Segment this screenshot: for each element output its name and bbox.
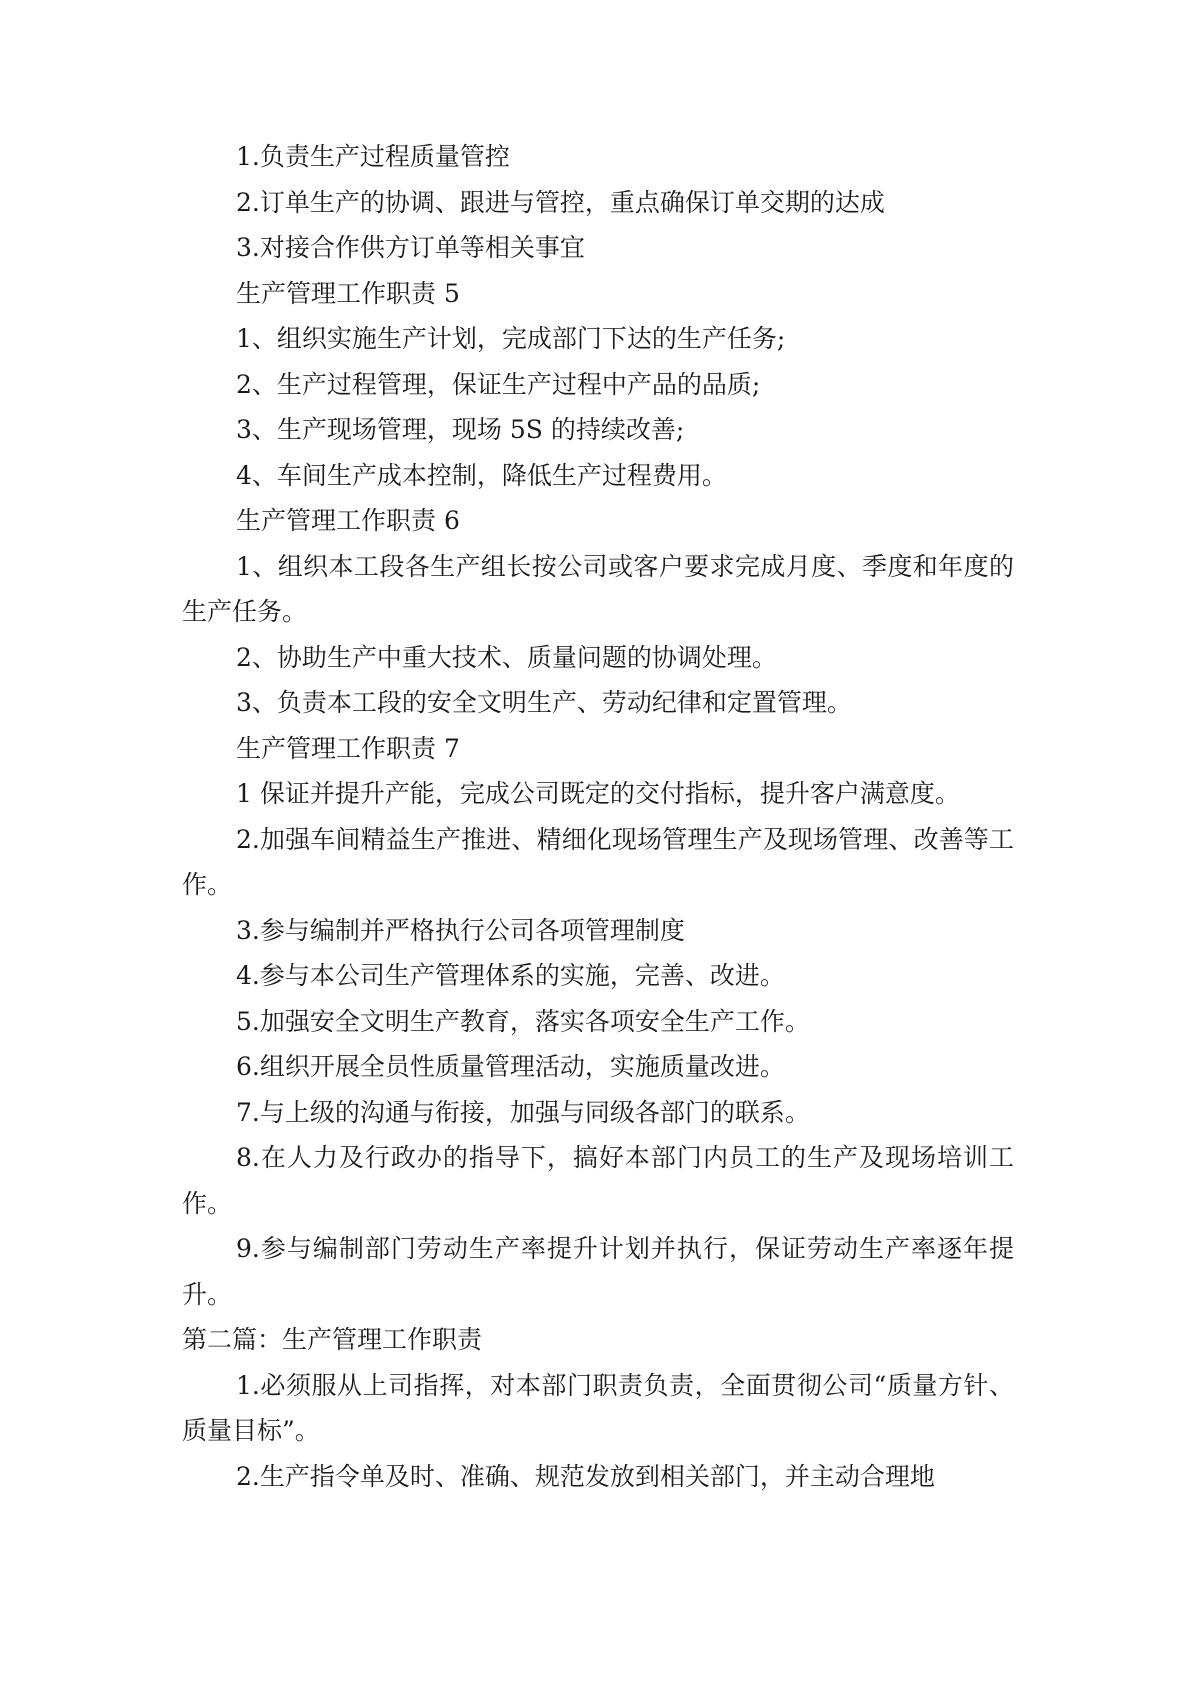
- paragraph: 2.加强车间精益生产推进、精细化现场管理生产及现场管理、改善等工作。: [182, 824, 1014, 899]
- chapter-heading: 第二篇：生产管理工作职责: [182, 1325, 483, 1354]
- paragraph: 4、车间生产成本控制，降低生产过程费用。: [236, 460, 727, 490]
- paragraph: 5.加强安全文明生产教育，落实各项安全生产工作。: [236, 1006, 810, 1036]
- paragraph: 1、组织实施生产计划，完成部门下达的生产任务;: [236, 324, 786, 353]
- document-page: [182, 134, 1014, 1499]
- paragraph: 3、生产现场管理，现场 5S 的持续改善;: [236, 415, 685, 444]
- paragraph: 6.组织开展全员性质量管理活动，实施质量改进。: [236, 1052, 785, 1081]
- section-heading: 生产管理工作职责 7: [236, 733, 460, 763]
- paragraph: 3.参与编制并严格执行公司各项管理制度: [236, 915, 685, 945]
- section-heading: 生产管理工作职责 6: [236, 506, 460, 535]
- paragraph: 1.必须服从上司指挥，对本部门职责负责，全面贯彻公司“质量方针、质量目标”。: [182, 1370, 1014, 1445]
- paragraph: 2、协助生产中重大技术、质量问题的协调处理。: [236, 642, 777, 672]
- paragraph: 2.订单生产的协调、跟进与管控，重点确保订单交期的达成: [236, 187, 885, 217]
- paragraph: 1.负责生产过程质量管控: [236, 142, 510, 171]
- paragraph: 8.在人力及行政办的指导下，搞好本部门内员工的生产及现场培训工作。: [182, 1143, 1014, 1218]
- paragraph: 1 保证并提升产能，完成公司既定的交付指标，提升客户满意度。: [236, 779, 960, 808]
- paragraph: 3.对接合作供方订单等相关事宜: [236, 233, 585, 262]
- paragraph: 2.生产指令单及时、准确、规范发放到相关部门，并主动合理地: [236, 1461, 935, 1491]
- paragraph: 3、负责本工段的安全文明生产、劳动纪律和定置管理。: [236, 688, 852, 717]
- paragraph: 9.参与编制部门劳动生产率提升计划并执行，保证劳动生产率逐年提升。: [182, 1234, 1014, 1309]
- section-heading: 生产管理工作职责 5: [236, 278, 460, 308]
- paragraph: 4.参与本公司生产管理体系的实施，完善、改进。: [236, 961, 785, 990]
- paragraph: 2、生产过程管理，保证生产过程中产品的品质;: [236, 369, 761, 399]
- paragraph: 7.与上级的沟通与衔接，加强与同级各部门的联系。: [236, 1097, 810, 1127]
- paragraph: 1、组织本工段各生产组长按公司或客户要求完成月度、季度和年度的生产任务。: [182, 551, 1014, 626]
